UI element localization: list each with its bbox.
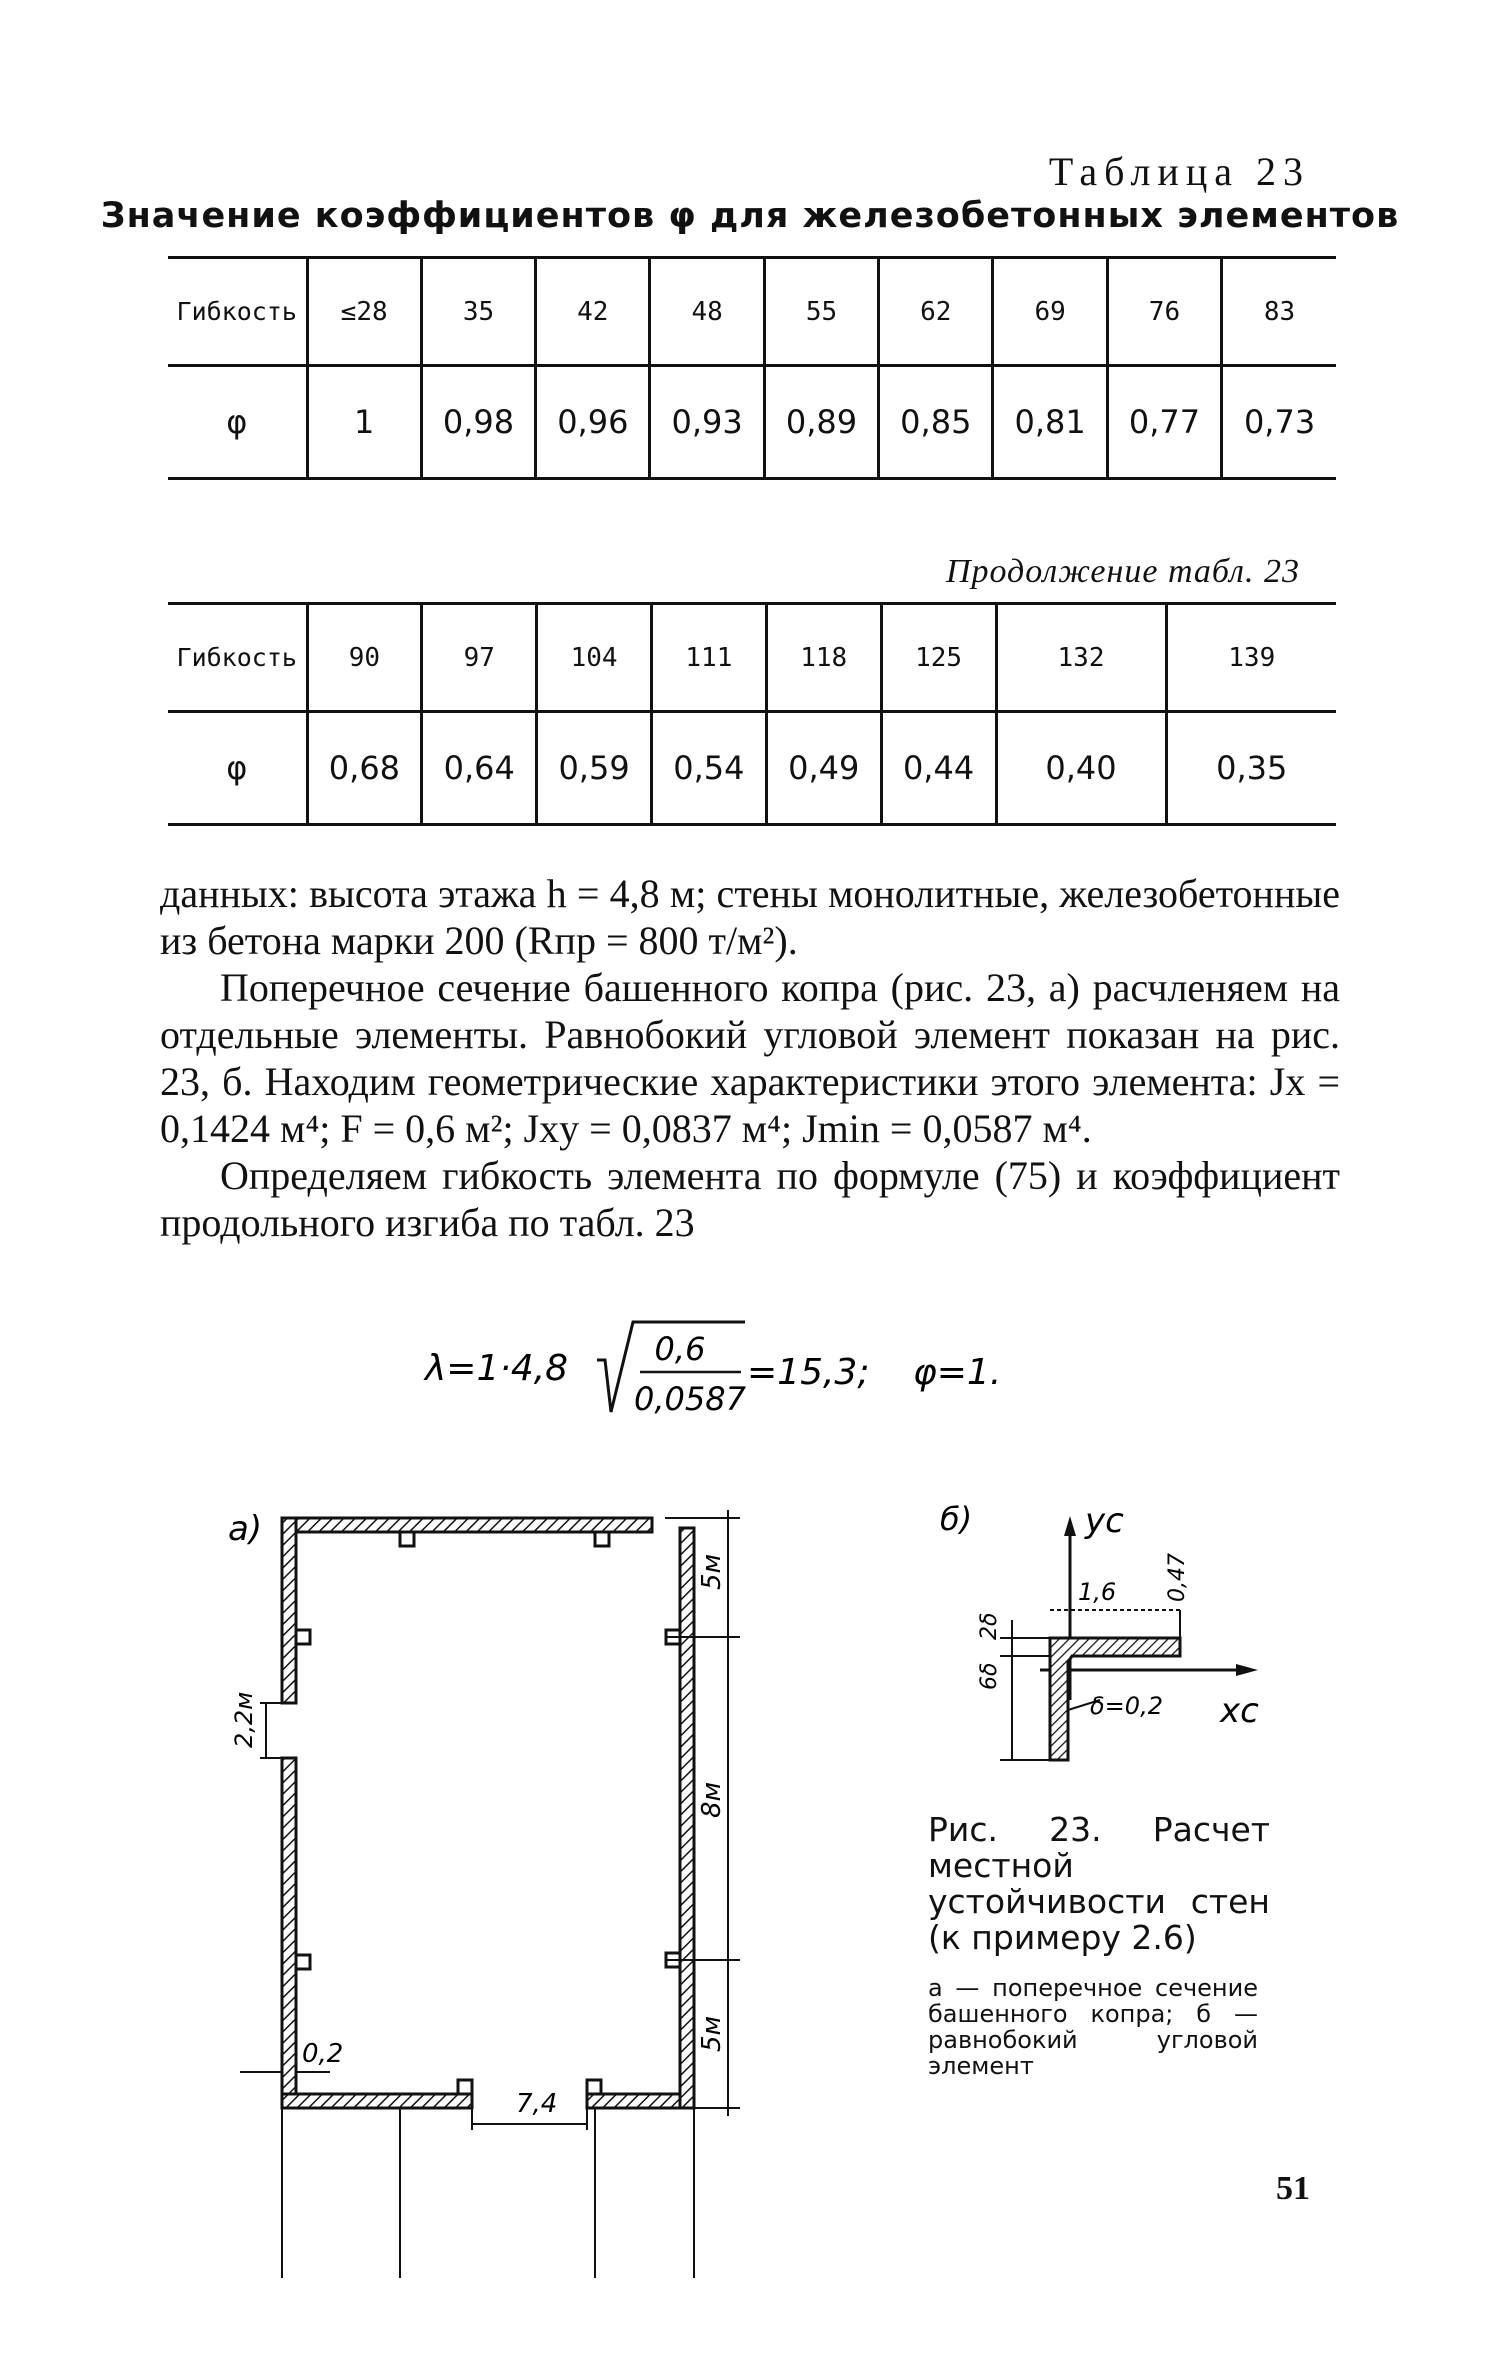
flex-cell: 69: [993, 258, 1107, 366]
dim-right-top: 5м: [697, 1553, 727, 1590]
flex-cell: 35: [421, 258, 535, 366]
bottom-wall-left: [282, 2094, 472, 2108]
table-row-flexibility: [168, 604, 1336, 712]
table-part-1: [168, 256, 1336, 480]
figure-b-angle-element: [940, 1490, 1300, 1810]
phi-cell: 0,40: [996, 712, 1166, 825]
dim-wall: 0,2: [302, 2039, 344, 2069]
left-wall-lower: [282, 1758, 296, 2108]
phi-cell: 0,49: [766, 712, 881, 825]
row-label: φ: [226, 749, 248, 787]
pilaster: [458, 2080, 472, 2094]
formula-phi: φ=1.: [913, 1352, 1002, 1393]
table-part-2: [168, 602, 1336, 826]
phi-cell: 0,59: [537, 712, 652, 825]
pilaster: [400, 1532, 414, 1546]
phi-cell: 0,81: [993, 366, 1107, 479]
flex-cell: 76: [1107, 258, 1221, 366]
pilaster: [595, 1532, 609, 1546]
bottom-wall-right: [587, 2094, 694, 2108]
axis-xc-arrow: [1236, 1664, 1258, 1676]
flex-cell: 83: [1222, 258, 1336, 366]
label-a: а): [228, 1509, 263, 1549]
phi-cell: 1: [307, 366, 421, 479]
table-row-phi: [168, 366, 1336, 479]
flex-cell: 97: [422, 604, 537, 712]
page-number: 51: [1276, 2170, 1310, 2207]
label-xc: xc: [1220, 1691, 1259, 1731]
dim-2delta: 2δ: [977, 1612, 1002, 1640]
flex-cell: 132: [996, 604, 1166, 712]
axis-yc-arrow: [1064, 1516, 1076, 1536]
figure-legend: а — поперечное сечение башенного копра; б — равнобокий угловой элемент: [928, 1974, 1258, 2080]
row-label: Гибкость: [176, 297, 297, 326]
flex-cell: 118: [766, 604, 881, 712]
flex-cell: 125: [881, 604, 996, 712]
dim-6delta: 6δ: [977, 1662, 1002, 1690]
table-title: Значение коэффициентов φ для железобетонных элементов: [100, 196, 1400, 236]
formula-svg: [425, 1316, 1065, 1426]
table-continuation-title: Продолжение табл. 23: [945, 553, 1300, 590]
right-wall: [680, 1528, 694, 2108]
left-wall-upper: [282, 1518, 296, 1703]
flex-cell: 55: [764, 258, 878, 366]
flex-cell: 111: [651, 604, 766, 712]
dim-inner: 7,4: [516, 2089, 558, 2119]
table-row-phi: [168, 712, 1336, 825]
figure-a-bottom-dims: [200, 2108, 760, 2308]
dim-width: 1,6: [1078, 1578, 1117, 1606]
label-yc: yc: [1085, 1501, 1124, 1541]
phi-cell: 0,89: [764, 366, 878, 479]
dim-delta: δ=0,2: [1090, 1692, 1163, 1720]
pilaster: [587, 2080, 601, 2094]
flex-cell: ≤28: [307, 258, 421, 366]
figure-a-cross-section: [200, 1480, 840, 2119]
paragraph-3: Определяем гибкость элемента по формуле (75) и коэффициент продольного изгиба по табл. 23: [160, 1153, 1340, 1245]
top-wall: [282, 1518, 652, 1532]
phi-cell: 0,35: [1166, 712, 1336, 825]
formula-rhs: =15,3;: [747, 1352, 870, 1393]
flexibility-formula: [425, 1316, 1065, 1435]
dim-right-bot: 5м: [697, 2015, 727, 2052]
flex-cell: 48: [650, 258, 764, 366]
phi-cell: 0,98: [421, 366, 535, 479]
body-text: [160, 870, 1340, 1246]
row-label: φ: [226, 403, 248, 441]
phi-cell: 0,77: [1107, 366, 1221, 479]
phi-cell: 0,73: [1222, 366, 1336, 479]
pilaster: [296, 1630, 310, 1644]
label-b: б): [940, 1500, 973, 1538]
phi-cell: 0,44: [881, 712, 996, 825]
table-caption: Таблица 23: [1048, 149, 1310, 194]
phi-cell: 0,54: [651, 712, 766, 825]
dim-opening: 2,2м: [230, 1691, 258, 1748]
dim-right-mid: 8м: [697, 1781, 727, 1818]
paragraph-1: данных: высота этажа h = 4,8 м; стены монолитные, железобетонные из бетона марки 200 (Rпр = 800 т/м²).: [160, 871, 1340, 963]
flex-cell: 104: [537, 604, 652, 712]
phi-cell: 0,93: [650, 366, 764, 479]
phi-cell: 0,96: [536, 366, 650, 479]
phi-cell: 0,68: [307, 712, 422, 825]
row-label: Гибкость: [176, 643, 297, 672]
formula-numerator: 0,6: [654, 1330, 706, 1368]
formula-denominator: 0,0587: [634, 1380, 746, 1418]
flex-cell: 139: [1166, 604, 1336, 712]
flex-cell: 90: [307, 604, 422, 712]
paragraph-2: Поперечное сечение башенного копра (рис. 23, а) расчленяем на отдельные элементы. Равнобокий угловой элемент показан на рис. 23, б. Находим геометрические характеристики этого элемента: Jx = 0,1424 м⁴; F = 0,6 м²; Jxy = 0,0837 м⁴; Jmin = 0,0587 м⁴.: [160, 965, 1340, 1151]
figure-caption: Рис. 23. Расчет местной устойчивости стен (к примеру 2.6): [928, 1810, 1270, 1957]
phi-cell: 0,85: [879, 366, 993, 479]
phi-cell: 0,64: [422, 712, 537, 825]
table-row-flexibility: [168, 258, 1336, 366]
flex-cell: 42: [536, 258, 650, 366]
formula-lhs: λ=1·4,8: [425, 1348, 569, 1389]
flex-cell: 62: [879, 258, 993, 366]
dim-h: 0,47: [1165, 1553, 1190, 1602]
pilaster: [296, 1955, 310, 1969]
